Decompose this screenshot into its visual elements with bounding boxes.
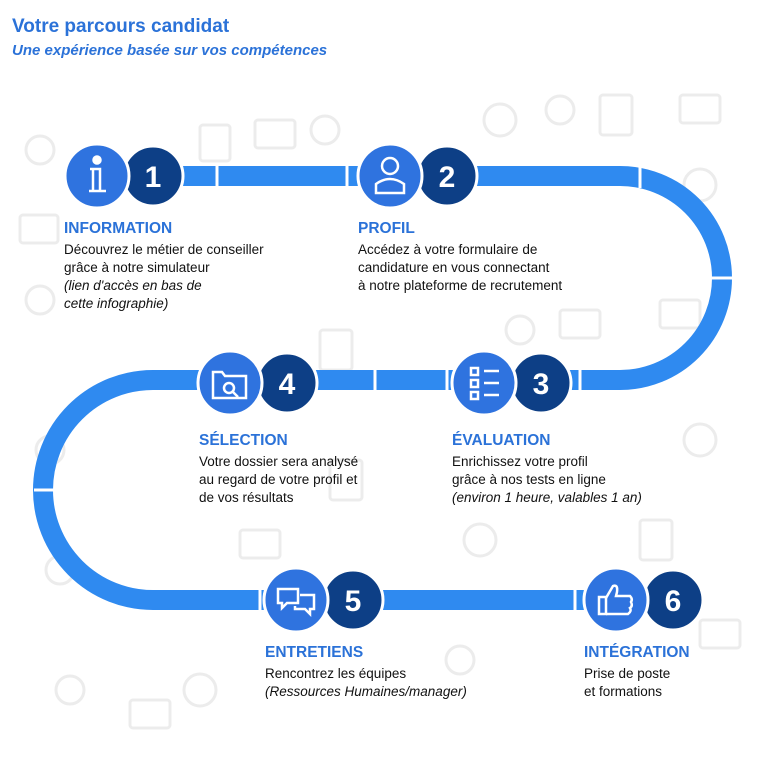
bg-document-icon (320, 330, 352, 370)
bg-bulb-icon (311, 116, 339, 144)
description-line: Rencontrez les équipes (265, 666, 407, 681)
bg-search-icon (26, 286, 54, 314)
bg-card-icon (560, 310, 600, 338)
icon-circle (65, 144, 129, 208)
step-5-marker (264, 568, 383, 632)
bg-mail-icon (700, 620, 740, 648)
step-6-title: INTÉGRATION (584, 644, 690, 661)
description-italic-line: cette infographie) (64, 296, 169, 311)
description-line: Découvrez le métier de conseiller (64, 242, 264, 257)
description-line: candidature en vous connectant (358, 260, 550, 275)
step-number: 6 (664, 585, 682, 618)
bg-document-icon (200, 125, 230, 161)
step-number: 5 (344, 585, 362, 618)
step-5-description (265, 665, 467, 701)
bg-chat-icon (484, 104, 516, 136)
description-line: grâce à nos tests en ligne (452, 472, 606, 487)
icon-circle (264, 568, 328, 632)
bg-document-icon (600, 95, 632, 135)
step-4-title: SÉLECTION (199, 432, 288, 449)
step-4-marker (198, 351, 317, 415)
step-1-title: INFORMATION (64, 220, 173, 237)
bg-card-icon (255, 120, 295, 148)
step-number: 2 (438, 161, 456, 194)
bg-pin-icon (546, 96, 574, 124)
step-2-marker (358, 144, 477, 208)
bg-mail-icon (680, 95, 720, 123)
bg-chat-icon (184, 674, 216, 706)
bg-thumb-icon (506, 316, 534, 344)
step-number: 3 (532, 368, 550, 401)
bg-card-icon (130, 700, 170, 728)
icon-circle (584, 568, 648, 632)
bg-chat-icon (464, 524, 496, 556)
step-3-marker (452, 351, 571, 415)
description-italic-line: (environ 1 heure, valables 1 an) (452, 490, 642, 505)
bg-card-icon (20, 215, 58, 243)
description-italic-line: (lien d'accès en bas de (64, 278, 202, 293)
bg-person-icon (26, 136, 54, 164)
description-line: de vos résultats (199, 490, 294, 505)
step-5-title: ENTRETIENS (265, 644, 364, 661)
description-line: Prise de poste (584, 666, 671, 681)
description-line: et formations (584, 684, 663, 699)
bg-person-icon (56, 676, 84, 704)
step-6-description (584, 665, 670, 701)
step-6-marker (584, 568, 703, 632)
description-line: Votre dossier sera analysé (199, 454, 359, 469)
bg-card-icon (240, 530, 280, 558)
bg-mail-icon (660, 300, 700, 328)
step-2-title: PROFIL (358, 220, 415, 237)
road-path (43, 176, 722, 600)
description-line: au regard de votre profil et (199, 472, 358, 487)
step-2-description (358, 241, 562, 295)
step-4-description (199, 453, 358, 507)
description-line: à notre plateforme de recrutement (358, 278, 563, 293)
step-number: 1 (144, 161, 162, 194)
page-subtitle: Une expérience basée sur vos compétences (12, 42, 328, 59)
bg-gear-icon (684, 424, 716, 456)
step-3-description (452, 453, 642, 507)
description-line: grâce à notre simulateur (64, 260, 210, 275)
step-number: 4 (278, 368, 296, 401)
step-3-title: ÉVALUATION (452, 432, 551, 449)
description-line: Accédez à votre formulaire de (358, 242, 538, 257)
step-1-description (64, 241, 264, 313)
description-line: Enrichissez votre profil (452, 454, 588, 469)
icon-circle (358, 144, 422, 208)
description-italic-line: (Ressources Humaines/manager) (265, 684, 467, 699)
step-1-marker (65, 144, 183, 208)
bg-document-icon (640, 520, 672, 560)
page-title: Votre parcours candidat (12, 16, 230, 37)
